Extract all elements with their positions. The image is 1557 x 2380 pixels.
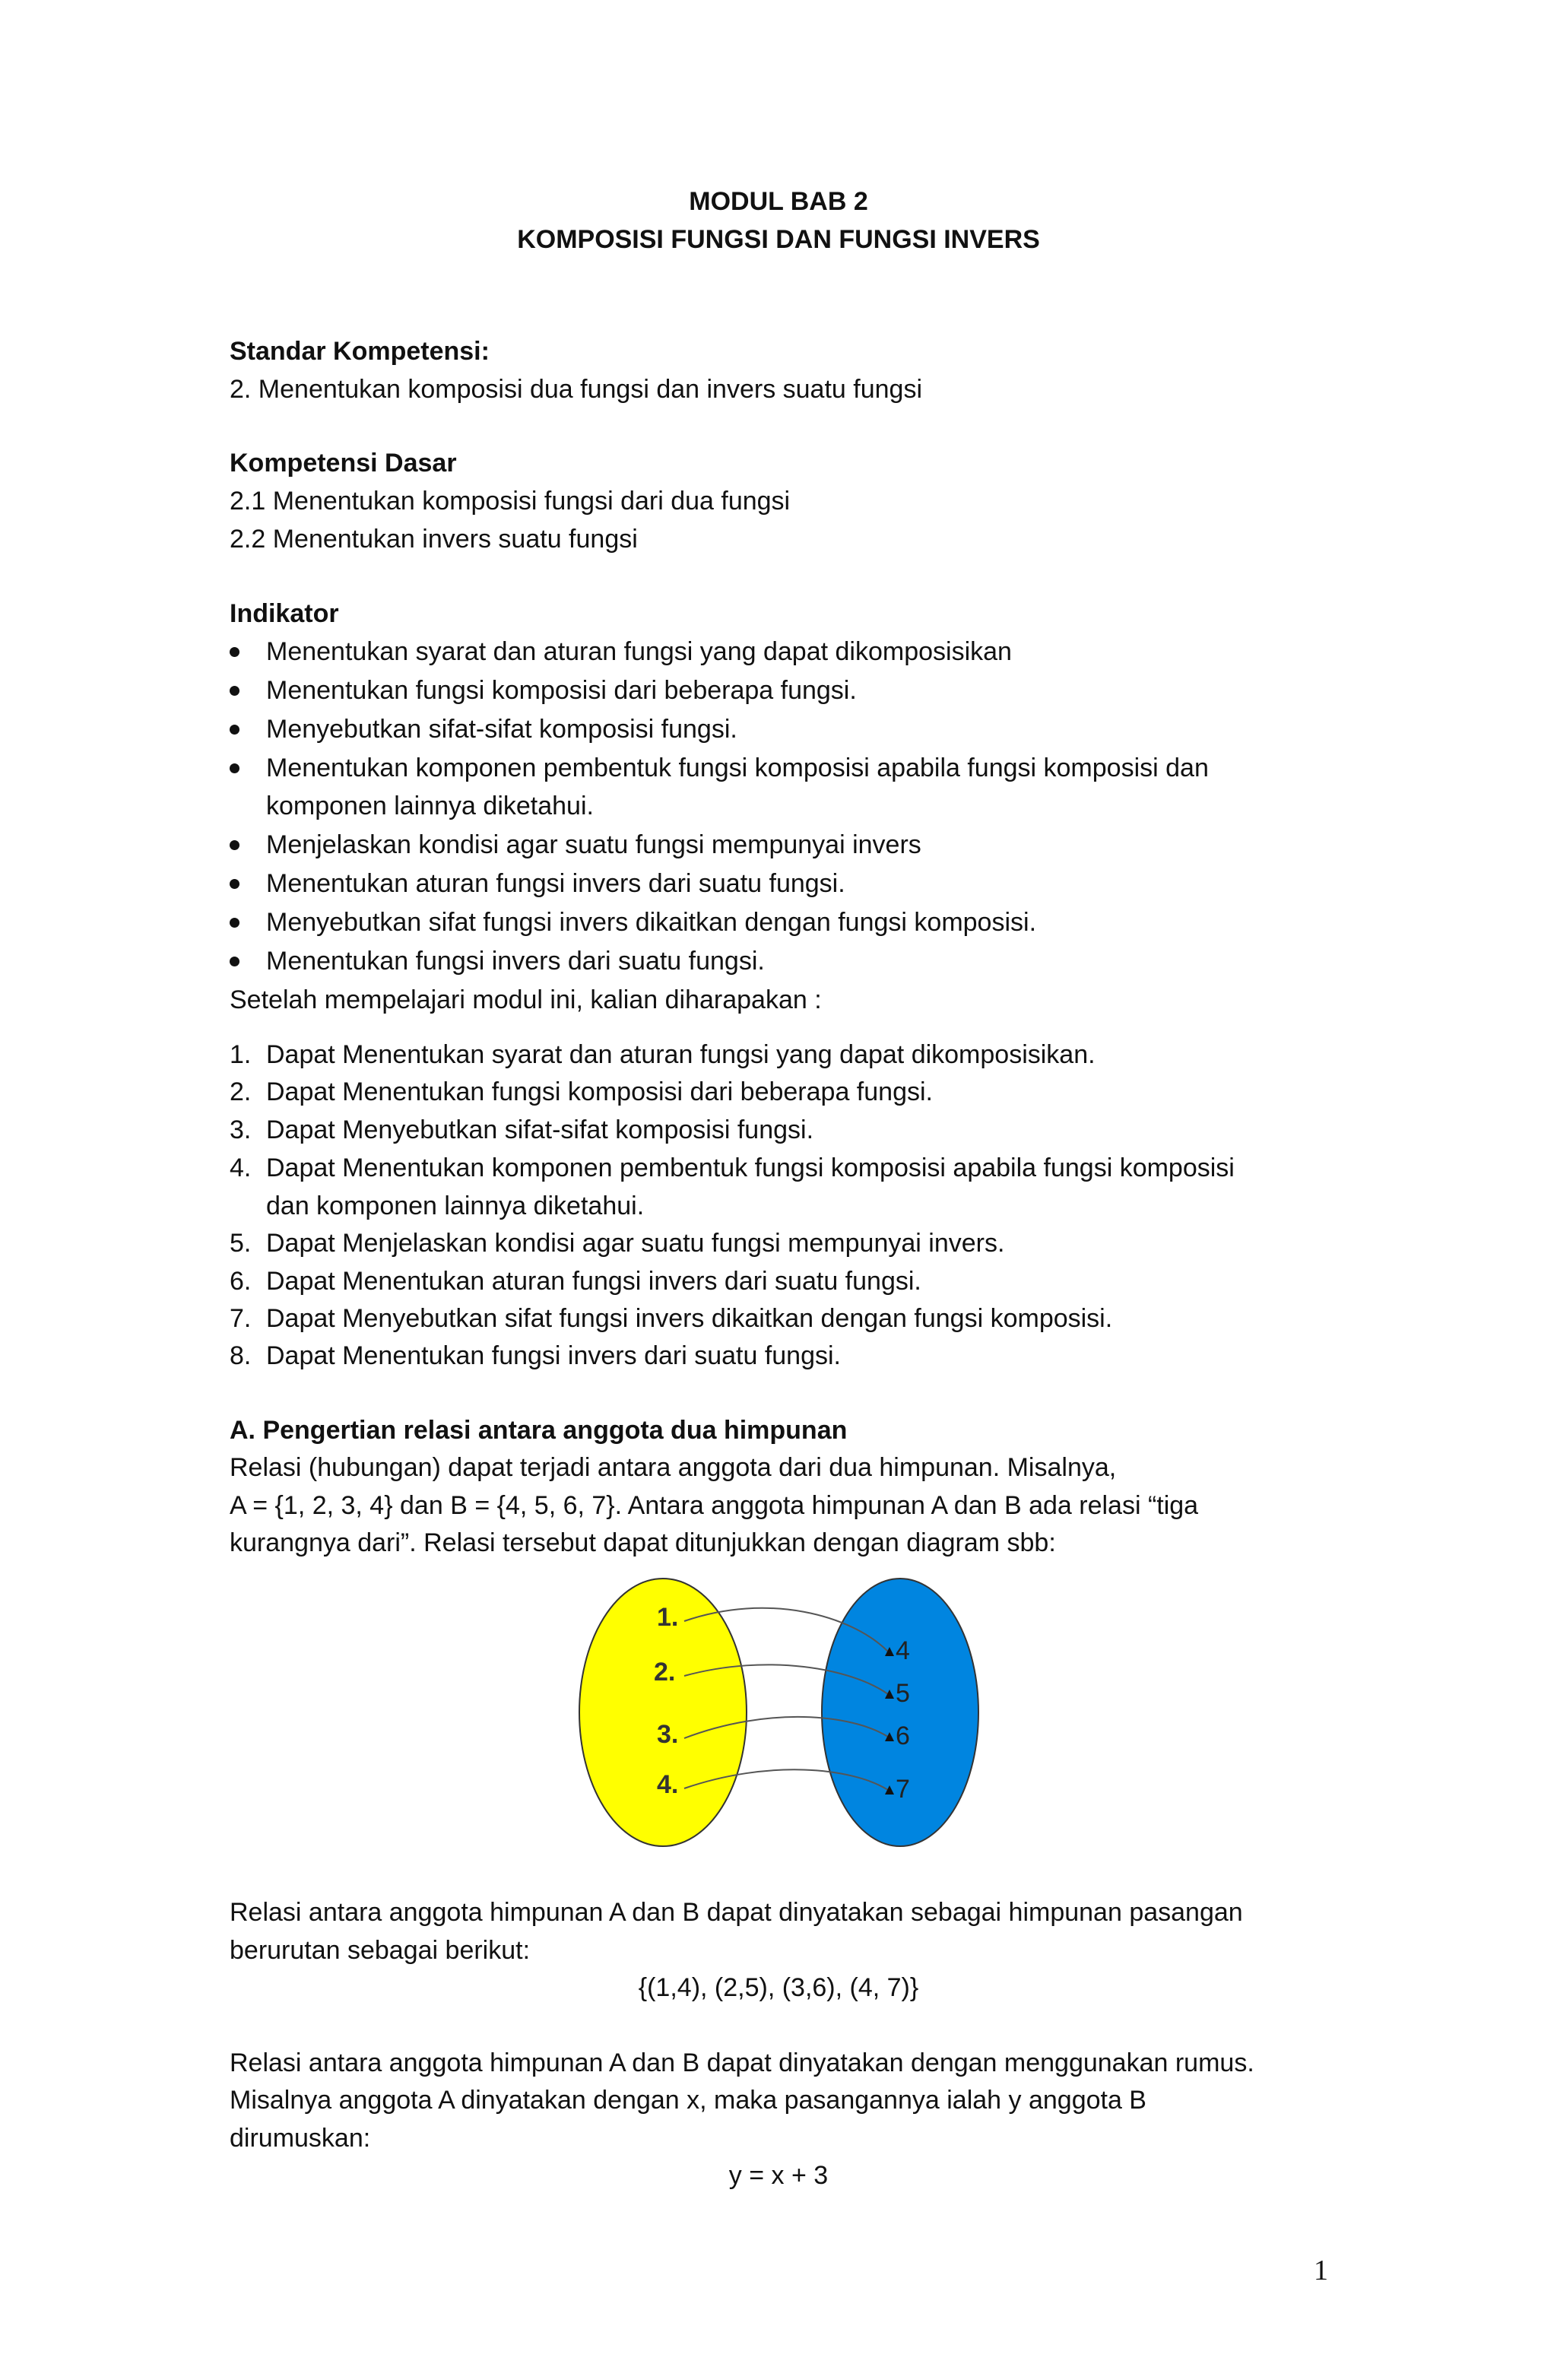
indikator-item-text: Menentukan komponen pembentuk fungsi komposisi apabila fungsi komposisi dan (266, 754, 1209, 782)
set-a-label: 1. (657, 1603, 679, 1632)
indikator-heading: Indikator (230, 599, 339, 628)
formula: y = x + 3 (728, 2161, 829, 2190)
tujuan-number: 3. (230, 1115, 252, 1144)
tujuan-number: 1. (230, 1040, 252, 1069)
bullet-icon (230, 686, 239, 696)
set-a-label: 4. (657, 1770, 679, 1799)
bullet-icon (230, 725, 239, 735)
tujuan-number: 2. (230, 1077, 252, 1106)
tujuan-item-text: Dapat Menjelaskan kondisi agar suatu fungsi mempunyai invers. (266, 1229, 1005, 1258)
set-b-ellipse (822, 1579, 978, 1846)
standar-kompetensi-text: 2. Menentukan komposisi dua fungsi dan invers suatu fungsi (230, 375, 922, 404)
tujuan-number: 6. (230, 1267, 252, 1296)
set-b-label: 4 (896, 1636, 910, 1665)
kompetensi-dasar-item: 2.2 Menentukan invers suatu fungsi (230, 525, 638, 554)
indikator-item-text: Menentukan aturan fungsi invers dari suatu fungsi. (266, 869, 845, 898)
ordered-pairs: {(1,4), (2,5), (3,6), (4, 7)} (638, 1973, 919, 2002)
section-a-paragraph-line: Relasi (hubungan) dapat terjadi antara anggota dari dua himpunan. Misalnya, (230, 1453, 1117, 1482)
tujuan-item-text: Dapat Menentukan fungsi komposisi dari beberapa fungsi. (266, 1077, 933, 1106)
indikator-item-text: Menentukan fungsi invers dari suatu fungsi. (266, 947, 765, 976)
bullet-icon (230, 918, 239, 928)
set-a-label: 2. (654, 1658, 676, 1687)
section-a-paragraph-line: Relasi antara anggota himpunan A dan B dapat dinyatakan sebagai himpunan pasangan (230, 1898, 1243, 1927)
tujuan-number: 7. (230, 1304, 252, 1333)
tujuan-number: 4. (230, 1154, 252, 1182)
indikator-item-text: komponen lainnya diketahui. (266, 792, 594, 820)
indikator-item-text: Menentukan syarat dan aturan fungsi yang dapat dikomposisikan (266, 637, 1012, 666)
bullet-icon (230, 763, 239, 773)
indikator-item-text: Menyebutkan sifat-sifat komposisi fungsi. (266, 715, 737, 744)
set-a-label: 3. (657, 1720, 679, 1749)
set-b-label: 6 (896, 1722, 910, 1750)
tujuan-item-text: Dapat Menyebutkan sifat fungsi invers dikaitkan dengan fungsi komposisi. (266, 1304, 1113, 1333)
section-a-paragraph-line: berurutan sebagai berikut: (230, 1936, 531, 1965)
relation-diagram (578, 1569, 988, 1851)
bullet-icon (230, 647, 239, 657)
section-a-paragraph-line: Misalnya anggota A dinyatakan dengan x, maka pasangannya ialah y anggota B (230, 2086, 1146, 2115)
title-line-1: MODUL BAB 2 (689, 187, 868, 216)
indikator-item-text: Menjelaskan kondisi agar suatu fungsi mempunyai invers (266, 830, 921, 859)
indikator-item-text: Menentukan fungsi komposisi dari beberapa fungsi. (266, 676, 857, 705)
section-a-paragraph-line: Relasi antara anggota himpunan A dan B dapat dinyatakan dengan menggunakan rumus. (230, 2048, 1254, 2077)
kompetensi-dasar-heading: Kompetensi Dasar (230, 449, 457, 478)
kompetensi-dasar-item: 2.1 Menentukan komposisi fungsi dari dua fungsi (230, 487, 791, 516)
set-b-label: 5 (896, 1679, 910, 1708)
section-a-paragraph-line: kurangnya dari”. Relasi tersebut dapat ditunjukkan dengan diagram sbb: (230, 1528, 1056, 1557)
standar-kompetensi-heading: Standar Kompetensi: (230, 337, 490, 366)
title-line-2: KOMPOSISI FUNGSI DAN FUNGSI INVERS (517, 225, 1040, 254)
tujuan-item-text: dan komponen lainnya diketahui. (266, 1192, 645, 1220)
tujuan-item-text: Dapat Menentukan syarat dan aturan fungsi yang dapat dikomposisikan. (266, 1040, 1096, 1069)
indikator-item-text: Menyebutkan sifat fungsi invers dikaitkan dengan fungsi komposisi. (266, 908, 1037, 937)
tujuan-item-text: Dapat Menentukan komponen pembentuk fungsi komposisi apabila fungsi komposisi (266, 1154, 1235, 1182)
tujuan-intro: Setelah mempelajari modul ini, kalian diharapakan : (230, 985, 822, 1014)
bullet-icon (230, 840, 239, 850)
tujuan-item-text: Dapat Menentukan fungsi invers dari suatu fungsi. (266, 1341, 842, 1370)
tujuan-number: 5. (230, 1229, 252, 1258)
tujuan-number: 8. (230, 1341, 252, 1370)
bullet-icon (230, 879, 239, 889)
tujuan-item-text: Dapat Menentukan aturan fungsi invers dari suatu fungsi. (266, 1267, 921, 1296)
tujuan-item-text: Dapat Menyebutkan sifat-sifat komposisi fungsi. (266, 1115, 814, 1144)
section-a-paragraph-line: A = {1, 2, 3, 4} dan B = {4, 5, 6, 7}. Antara anggota himpunan A dan B ada relasi “tiga (230, 1491, 1199, 1520)
set-b-label: 7 (896, 1775, 910, 1804)
bullet-icon (230, 957, 239, 966)
section-a-heading: A. Pengertian relasi antara anggota dua himpunan (230, 1416, 848, 1445)
section-a-paragraph-line: dirumuskan: (230, 2124, 371, 2153)
page-number: 1 (1314, 2255, 1328, 2286)
